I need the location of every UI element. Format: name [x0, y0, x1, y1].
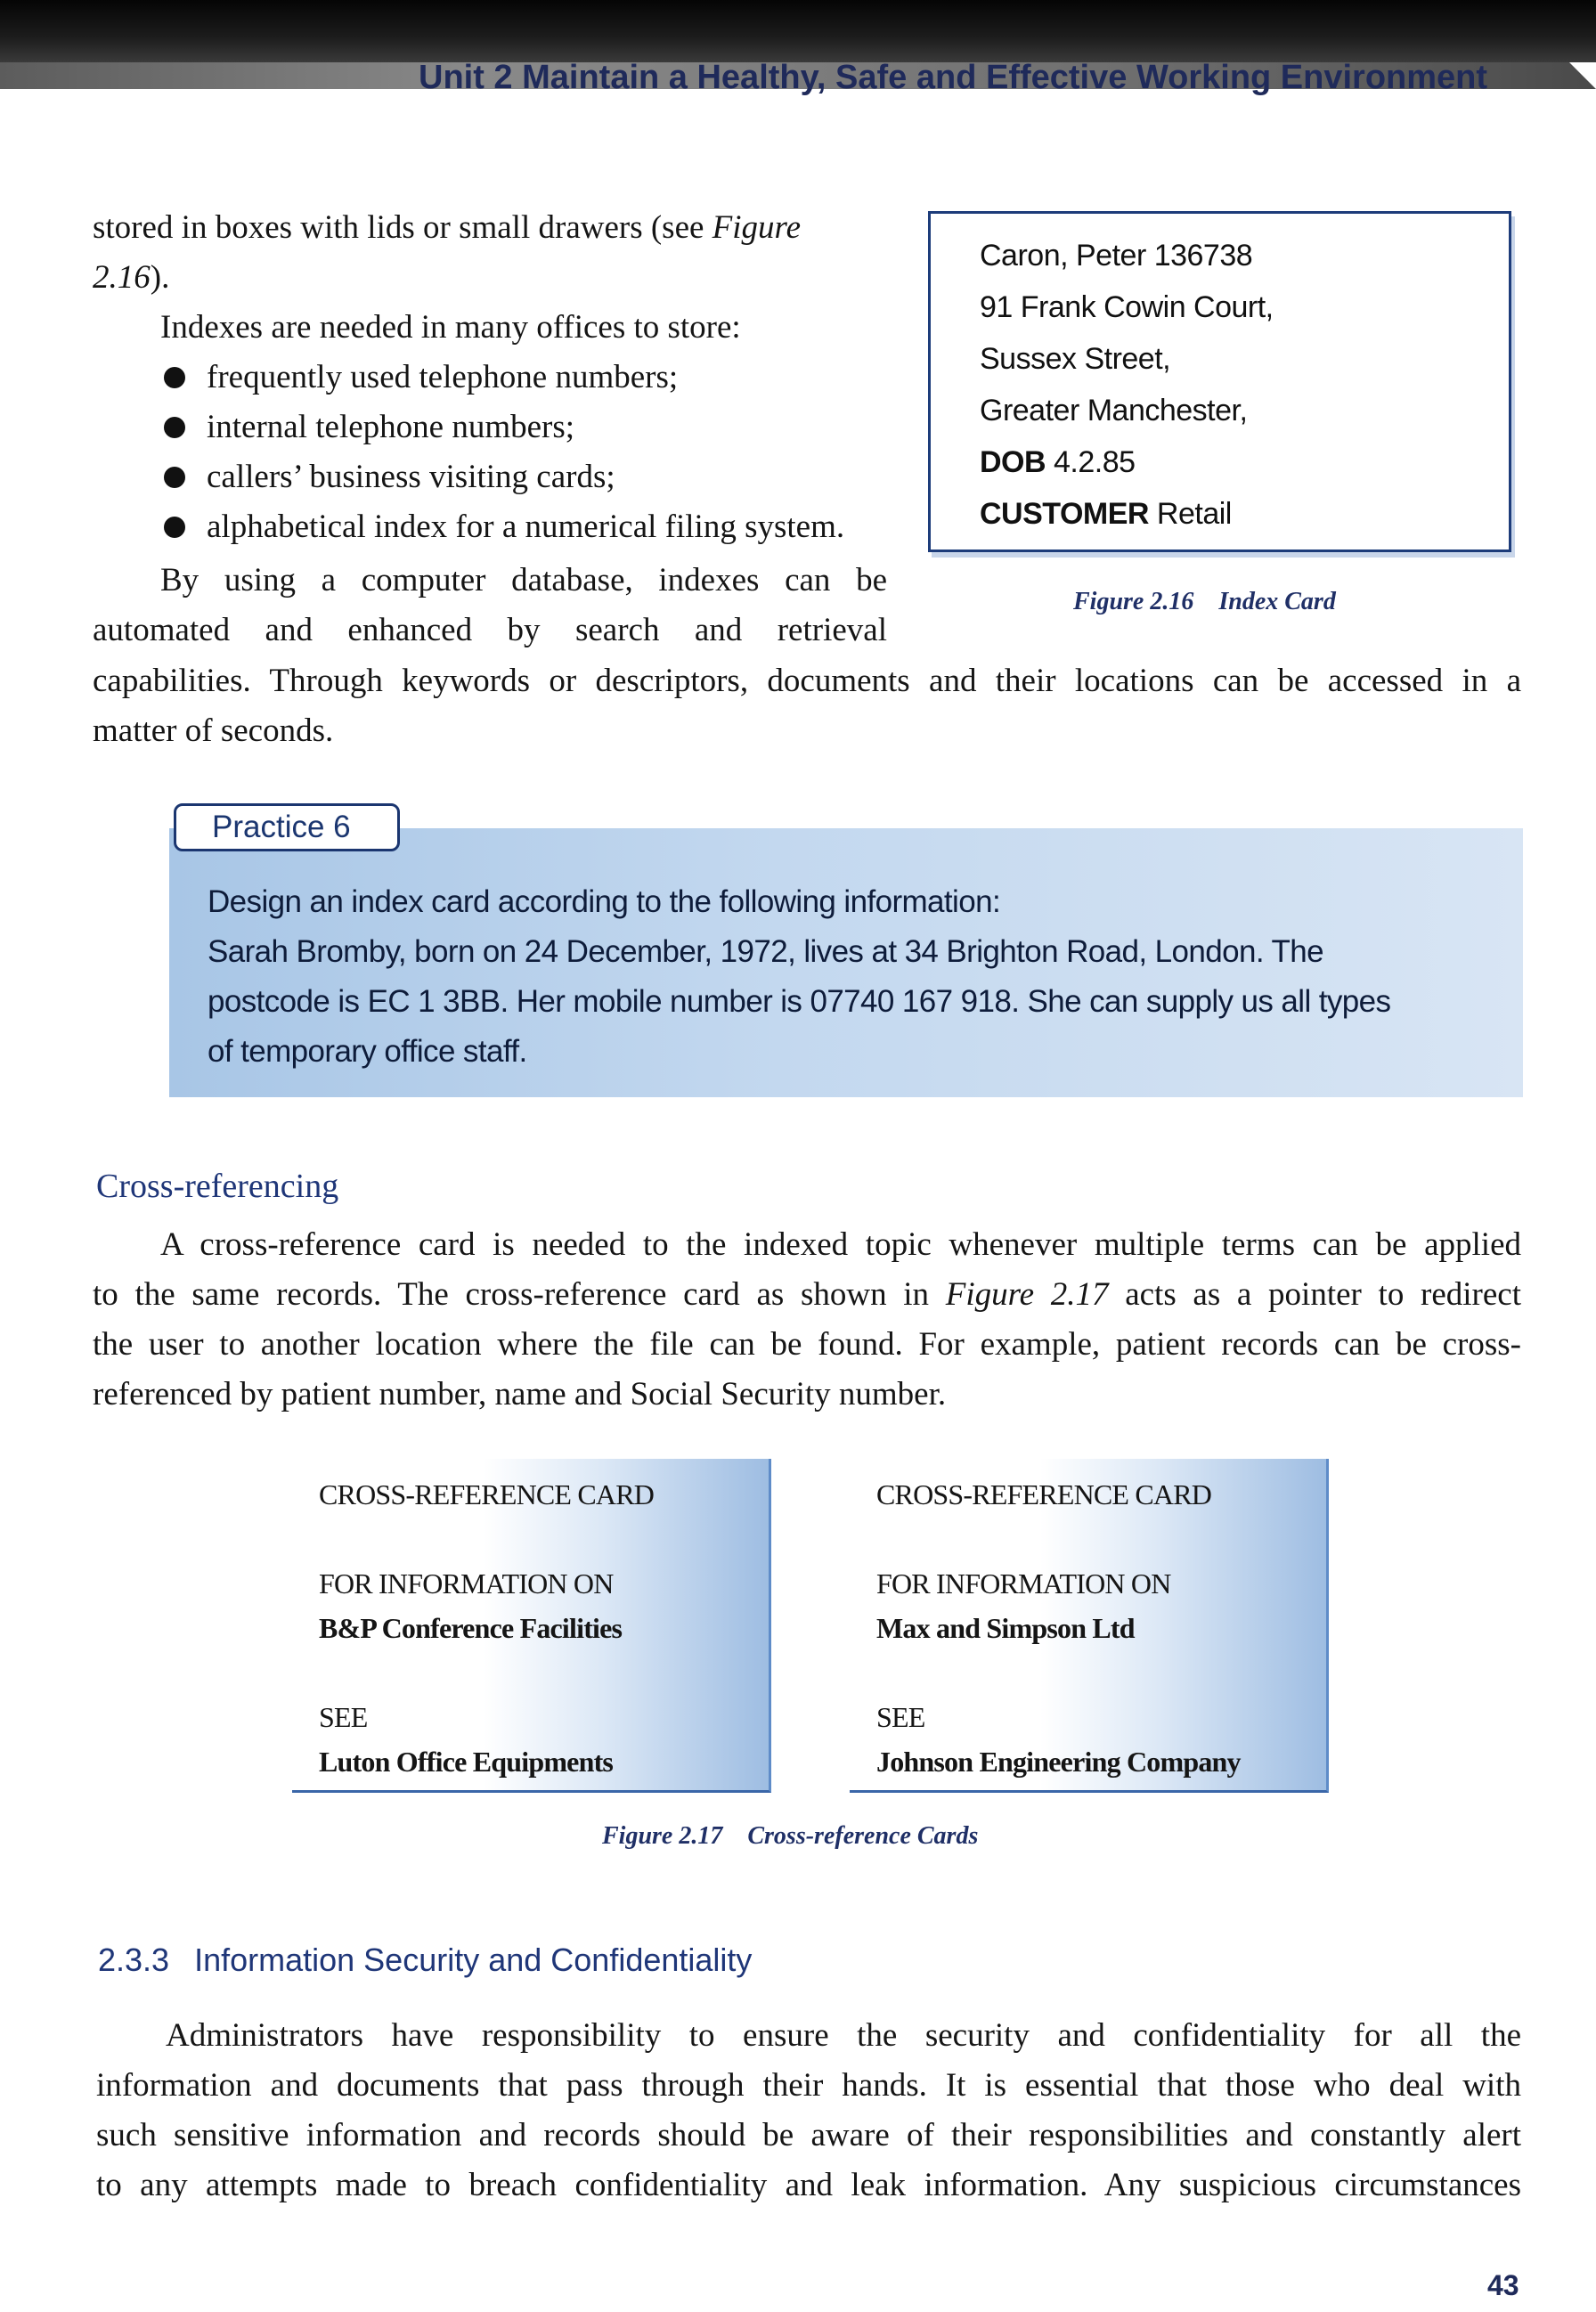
cross-ref-line-4: referenced by patient number, name and Social Security number.	[93, 1376, 947, 1412]
indexes-lead: Indexes are needed in many offices to store:	[160, 309, 741, 346]
database-line-3: capabilities. Through keywords or descriptors, documents and their locations can be accessed in a	[93, 663, 1521, 699]
list-item: alphabetical index for a numerical filing system.	[160, 502, 900, 552]
card-see-label: SEE	[876, 1701, 925, 1733]
header-band	[0, 0, 1596, 62]
index-card-address-2: Sussex Street,	[980, 342, 1171, 376]
figure-2-17-caption: Figure 2.17 Cross-reference Cards	[602, 1822, 979, 1850]
database-line-4: matter of seconds.	[93, 712, 334, 749]
index-card-name: Caron, Peter 136738	[980, 239, 1253, 273]
practice-line-4: of temporary office staff.	[208, 1034, 527, 1069]
index-card-address-3: Greater Manchester,	[980, 394, 1248, 427]
card-info-value: Max and Simpson Ltd	[876, 1612, 1135, 1644]
bullet-icon	[164, 417, 185, 438]
security-line-2: information and documents that pass through their hands. It is essential that those who deal with	[96, 2067, 1521, 2104]
figure-2-16-caption: Figure 2.16 Index Card	[1073, 588, 1336, 615]
running-header: Unit 2 Maintain a Healthy, Safe and Effective Working Environment	[419, 59, 1488, 96]
intro-line-1: stored in boxes with lids or small drawers (see Figure	[93, 209, 802, 246]
bullet-icon	[164, 367, 185, 388]
index-card	[928, 211, 1511, 552]
practice-line-1: Design an index card according to the following information:	[208, 884, 1001, 919]
bullet-icon	[164, 517, 185, 538]
card-see-value: Johnson Engineering Company	[876, 1746, 1241, 1778]
card-info-label: FOR INFORMATION ON	[876, 1567, 1171, 1600]
list-item: callers’ business visiting cards;	[160, 452, 900, 502]
card-heading: CROSS-REFERENCE CARD	[876, 1478, 1212, 1510]
cross-reference-card-2	[850, 1459, 1329, 1793]
practice-text	[208, 877, 1490, 1077]
card-info-value: B&P Conference Facilities	[319, 1612, 623, 1644]
practice-line-2: Sarah Bromby, born on 24 December, 1972, lives at 34 Brighton Road, London. The	[208, 934, 1323, 969]
card-see-value: Luton Office Equipments	[319, 1746, 614, 1778]
index-uses-list	[160, 353, 900, 552]
index-card-customer: CUSTOMER Retail	[980, 497, 1232, 531]
practice-tab: Practice 6	[174, 803, 400, 851]
security-line-3: such sensitive information and records should be aware of their responsibilities and constantly alert	[96, 2117, 1521, 2153]
index-card-dob: DOB 4.2.85	[980, 445, 1136, 479]
cross-reference-card-1	[292, 1459, 771, 1793]
list-item: internal telephone numbers;	[160, 403, 900, 452]
security-line-4: to any attempts made to breach confidentiality and leak information. Any suspicious circumstances	[96, 2167, 1521, 2203]
database-line-1: By using a computer database, indexes can be	[160, 562, 887, 598]
cross-ref-line-2: to the same records. The cross-reference card as shown in Figure 2.17 acts as a pointer to redirect	[93, 1276, 1521, 1313]
cross-referencing-title: Cross-referencing	[96, 1168, 339, 1205]
bullet-icon	[164, 467, 185, 488]
card-heading: CROSS-REFERENCE CARD	[319, 1478, 655, 1510]
card-info-label: FOR INFORMATION ON	[319, 1567, 614, 1600]
database-line-2: automated and enhanced by search and retrieval	[93, 612, 887, 648]
section-2-3-3-heading: 2.3.3 Information Security and Confidentiality	[98, 1942, 753, 1978]
cross-ref-line-1: A cross-reference card is needed to the indexed topic whenever multiple terms can be applied	[160, 1226, 1521, 1263]
security-line-1: Administrators have responsibility to ensure the security and confidentiality for all the	[166, 2017, 1521, 2054]
list-item: frequently used telephone numbers;	[160, 353, 900, 403]
cross-ref-line-3: the user to another location where the file can be found. For example, patient records can be cross-	[93, 1326, 1521, 1363]
practice-line-3: postcode is EC 1 3BB. Her mobile number is 07740 167 918. She can supply us all types	[208, 984, 1391, 1019]
intro-line-2: 2.16).	[93, 259, 170, 296]
card-see-label: SEE	[319, 1701, 368, 1733]
index-card-address-1: 91 Frank Cowin Court,	[980, 290, 1274, 324]
page-number: 43	[1487, 2269, 1519, 2301]
